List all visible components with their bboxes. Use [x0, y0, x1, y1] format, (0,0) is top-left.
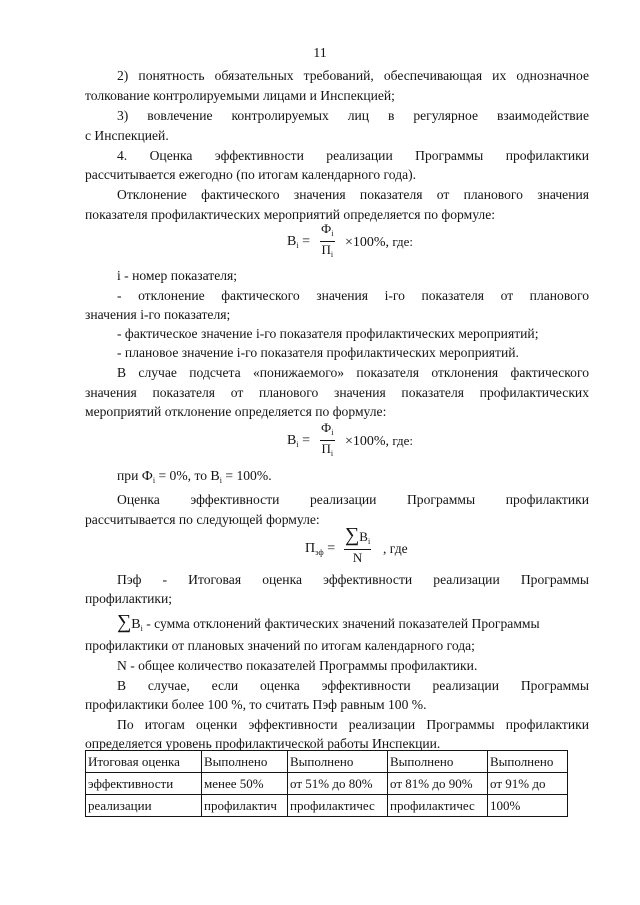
- table-row: [86, 795, 568, 817]
- formula-sub: i: [296, 241, 299, 250]
- table-row: [86, 773, 568, 795]
- text-line: В случае подсчета «понижаемого» показателя отклонения фактического: [117, 365, 589, 380]
- text-line: N - общее количество показателей Программы профилактики.: [117, 658, 478, 673]
- page-number: 11: [313, 46, 327, 61]
- text-line: - фактическое значение i-го показателя профилактических мероприятий;: [117, 326, 539, 341]
- sum-icon: ∑: [117, 611, 132, 633]
- table-cell: профилактичес: [388, 795, 488, 817]
- text-line: В случае, если оценка эффективности реализации Программы: [117, 678, 589, 693]
- table-cell: Выполнено: [488, 751, 568, 773]
- table-cell: Выполнено: [388, 751, 488, 773]
- table-cell: профилактич: [202, 795, 288, 817]
- text-line: профилактики;: [85, 591, 173, 606]
- formula-tail: ×100%,: [345, 434, 390, 449]
- text-line: - плановое значение i-го показателя профилактических мероприятий.: [117, 345, 519, 360]
- text-line: - отклонение фактического значения i-го показателя от планового: [117, 288, 589, 303]
- table-cell: Выполнено: [288, 751, 388, 773]
- table-cell: Итоговая оценка: [86, 751, 202, 773]
- text-line: Отклонение фактического значения показателя от планового значения: [117, 187, 589, 202]
- table-row: [86, 751, 568, 773]
- formula-den: П: [321, 242, 331, 257]
- sum-icon: ∑: [345, 524, 360, 546]
- text-line: рассчитывается по следующей формуле:: [85, 512, 320, 527]
- evaluation-table: [85, 750, 568, 817]
- text-line: профилактики более 100 %, то считать Пэф равным 100 %.: [85, 697, 427, 712]
- text-line: толкование контролируемыми лицами и Инспекцией;: [85, 88, 395, 103]
- text-line: с Инспекцией.: [85, 128, 169, 143]
- formula-where: , где: [383, 541, 408, 556]
- table-cell: от 91% до: [488, 773, 568, 795]
- text-line: 2) понятность обязательных требований, обеспечивающая их однозначное: [117, 68, 589, 83]
- text-line: значения показателя от планового значения показателя профилактических: [85, 385, 589, 400]
- formula-tail: ×100%,: [345, 235, 390, 250]
- text-line: определяется уровень профилактической работы Инспекции.: [85, 736, 441, 751]
- formula-where: где:: [389, 234, 413, 249]
- formula-sub: i: [296, 440, 299, 449]
- formula-num: Ф: [321, 420, 332, 435]
- text-line: i - номер показателя;: [117, 268, 238, 283]
- text-line: 3) вовлечение контролируемых лиц в регулярное взаимодействие: [117, 108, 589, 123]
- table-cell: профилактичес: [288, 795, 388, 817]
- text-line: 4. Оценка эффективности реализации Программы профилактики: [117, 148, 589, 163]
- condition-line: при $Ф_i = 0\%$, то $В_i = 100\%$.: [117, 468, 272, 485]
- formula-den: П: [321, 441, 331, 456]
- text-line: профилактики от плановых значений по итогам календарного года;: [85, 638, 475, 653]
- formula-fraction: $Ф_i$ $П_i$: [321, 221, 334, 259]
- formula-lhs: В: [287, 234, 297, 249]
- text-line: По итогам оценки эффективности реализации Программы профилактики: [117, 717, 589, 732]
- text-line: значения i-го показателя;: [85, 307, 231, 322]
- table-cell: менее 50%: [202, 773, 288, 795]
- formula-lhs: В: [287, 433, 297, 448]
- formula-where: где:: [389, 433, 413, 448]
- formula-fraction: $Ф_i$ $П_i$: [321, 420, 334, 458]
- table-cell: эффективности: [86, 773, 202, 795]
- table-cell: реализации: [86, 795, 202, 817]
- formula-lhs: П: [305, 541, 316, 556]
- formula-sub: эф: [315, 548, 324, 557]
- document-page: 11 2) понятность обязательных требований, обеспечивающая их однозначное толкование контролируемыми лицами и Инспекцией; 3) вовлечение контролируемых лиц в регулярное взаимодействие с Инспекцией. 4. Оценка эффективности реализации Программы профилактики рассчитывается ежегодно (по итогам календарного года). Отклонение фактического значения показателя от планового значения показателя профилактических мероприятий определяется по формуле: $В_i$ = $Ф_i$ $П_i$ ×100%, где: i - номер показателя; - отклонение фактического значения i-го показателя от планового значения i-го показателя; - фактическое значение i-го показателя профилактических мероприятий; - плановое значение i-го показателя профилактических мероприятий. В случае подсчета «понижаемого» показателя отклонения фактического значения показателя от планового значения показателя профилактических мероприятий отклонение определяется по формуле: $В_i$ = $Ф_i$ $П_i$ ×100%, где: при $Ф_i = 0\%$, то $В_i = 100\%$. Оценка эффективности реализации Программы профилактики рассчитывается по следующей формуле: $П_{эф}$ = $\sum В_i$ N , где Пэф - Итоговая оценка эффективности реализации Программы профилактики; $\sum В_i$ - сумма отклонений фактических значений показателей Программы профилактики от плановых значений по итогам календарного года; N - общее количество показателей Программы профилактики. В случае, если оценка эффективности реализации Программы профилактики более 100 %, то считать Пэф равным 100 %. По итогам оценки эффективности реализации Программы профилактики определяется уровень профилактической работы Инспекции. Итоговая оценка Выполнено Выполнено Выполнено Выполнено эффективности менее 50% от 51% до 80% от 81% до 90% от 91% до реализации профилактич профилактичес профилактичес 100%: [0, 0, 640, 905]
- table-cell: от 81% до 90%: [388, 773, 488, 795]
- text-line: показателя профилактических мероприятий определяется по формуле:: [85, 207, 496, 222]
- table-cell: от 51% до 80%: [288, 773, 388, 795]
- formula-den: N: [352, 550, 363, 565]
- text-line: Пэф - Итоговая оценка эффективности реализации Программы: [117, 572, 589, 587]
- text-line: рассчитывается ежегодно (по итогам календарного года).: [85, 167, 417, 182]
- table-cell: Выполнено: [202, 751, 288, 773]
- formula-num: Ф: [321, 221, 332, 236]
- text-line: мероприятий отклонение определяется по формуле:: [85, 404, 387, 419]
- sum-definition-line: $\sum В_i$ - сумма отклонений фактических значений показателей Программы: [117, 611, 540, 633]
- text-line: Оценка эффективности реализации Программы профилактики: [117, 492, 589, 507]
- formula-fraction: $\sum В_i$ N: [345, 524, 371, 565]
- formula-num: В: [359, 529, 368, 544]
- table-cell: 100%: [488, 795, 568, 817]
